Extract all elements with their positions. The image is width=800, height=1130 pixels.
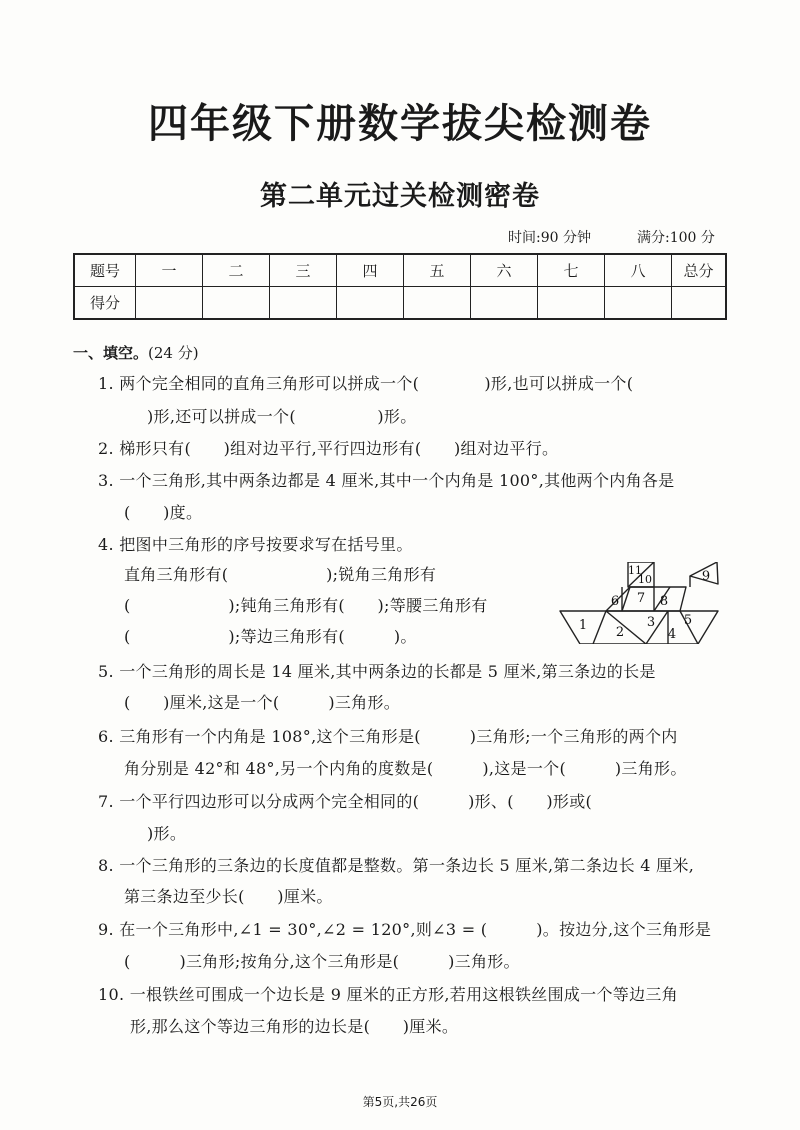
full-score: 满分:100 分 xyxy=(637,230,715,246)
hull-edge xyxy=(606,611,646,644)
question-3-line-2: ( )度。 xyxy=(124,503,203,522)
header-cell: 四 xyxy=(337,254,404,287)
question-5-line-2: ( )厘米,这是一个( )三角形。 xyxy=(124,693,401,712)
figure-label: 9 xyxy=(701,569,711,584)
score-cell[interactable] xyxy=(203,287,270,320)
question-6-line-1: 6. 三角形有一个内角是 108°,这个三角形是( )三角形;一个三角形的两个内 xyxy=(98,727,678,746)
question-9-line-2: ( )三角形;按角分,这个三角形是( )三角形。 xyxy=(124,952,520,971)
header-cell: 一 xyxy=(136,254,203,287)
question-8-line-1: 8. 一个三角形的三条边的长度值都是整数。第一条边长 5 厘米,第二条边长 4 厘米, xyxy=(98,856,695,875)
hull-edge xyxy=(593,611,606,644)
score-cell[interactable] xyxy=(404,287,471,320)
figure-label: 8 xyxy=(659,594,669,609)
question-4-line-2: 直角三角形有( );锐角三角形有 xyxy=(124,565,437,584)
score-cell[interactable] xyxy=(672,287,727,320)
score-table xyxy=(73,253,727,320)
figure-label: 7 xyxy=(636,591,646,606)
header-cell: 六 xyxy=(471,254,538,287)
score-label-cell: 得分 xyxy=(74,287,136,320)
question-7-line-1: 7. 一个平行四边形可以分成两个完全相同的( )形、( )形或( xyxy=(98,792,593,811)
header-cell: 八 xyxy=(605,254,672,287)
figure-label: 11 xyxy=(628,564,642,577)
exam-time: 时间:90 分钟 xyxy=(508,230,591,246)
sub-title: 第二单元过关检测密卷 xyxy=(260,181,540,212)
figure-label: 2 xyxy=(615,625,625,640)
question-6-line-2: 角分别是 42°和 48°,另一个内角的度数是( ),这是一个( )三角形。 xyxy=(124,759,687,778)
score-cell[interactable] xyxy=(136,287,203,320)
section-points: (24 分) xyxy=(148,344,199,362)
question-2: 2. 梯形只有( )组对边平行,平行四边形有( )组对边平行。 xyxy=(98,439,559,458)
score-cell[interactable] xyxy=(471,287,538,320)
header-cell: 总分 xyxy=(672,254,727,287)
figure-label: 4 xyxy=(667,627,677,642)
main-title: 四年级下册数学拔尖检测卷 xyxy=(148,101,652,147)
question-8-line-2: 第三条边至少长( )厘米。 xyxy=(124,887,333,906)
score-table-header-row xyxy=(74,254,726,287)
question-10-line-1: 10. 一根铁丝可围成一个边长是 9 厘米的正方形,若用这根铁丝围成一个等边三角 xyxy=(98,985,678,1004)
section-title xyxy=(73,342,199,363)
triangle-figure xyxy=(558,562,728,644)
question-1-line-1: 1. 两个完全相同的直角三角形可以拼成一个( )形,也可以拼成一个( xyxy=(98,374,634,393)
question-3-line-1: 3. 一个三角形,其中两条边都是 4 厘米,其中一个内角是 100°,其他两个内角各是 xyxy=(98,471,675,490)
section-title-text: 一、填空。 xyxy=(73,344,149,362)
score-cell[interactable] xyxy=(605,287,672,320)
header-cell: 五 xyxy=(404,254,471,287)
page-number: 第5页,共26页 xyxy=(362,1095,438,1109)
figure-label: 6 xyxy=(610,594,620,609)
figure-label: 3 xyxy=(646,615,656,630)
figure-label: 10 xyxy=(638,573,652,586)
header-cell: 题号 xyxy=(74,254,136,287)
figure-label: 5 xyxy=(683,613,693,628)
question-10-line-2: 形,那么这个等边三角形的边长是( )厘米。 xyxy=(130,1017,459,1036)
question-4-line-3: ( );钝角三角形有( );等腰三角形有 xyxy=(124,596,488,615)
score-cell[interactable] xyxy=(270,287,337,320)
question-1-line-2: )形,还可以拼成一个( )形。 xyxy=(147,407,417,426)
question-5-line-1: 5. 一个三角形的周长是 14 厘米,其中两条边的长都是 5 厘米,第三条边的长是 xyxy=(98,662,656,681)
header-cell: 三 xyxy=(270,254,337,287)
question-4-line-1: 4. 把图中三角形的序号按要求写在括号里。 xyxy=(98,535,413,554)
question-7-line-2: )形。 xyxy=(147,824,187,843)
score-cell[interactable] xyxy=(538,287,605,320)
header-cell: 七 xyxy=(538,254,605,287)
question-9-line-1: 9. 在一个三角形中,∠1 = 30°,∠2 = 120°,则∠3 = ( )。按边分,这个三角形是 xyxy=(98,920,712,939)
header-cell: 二 xyxy=(203,254,270,287)
question-4-line-4: ( );等边三角形有( )。 xyxy=(124,627,417,646)
figure-label: 1 xyxy=(578,618,588,633)
score-table-score-row xyxy=(74,287,726,320)
score-cell[interactable] xyxy=(337,287,404,320)
